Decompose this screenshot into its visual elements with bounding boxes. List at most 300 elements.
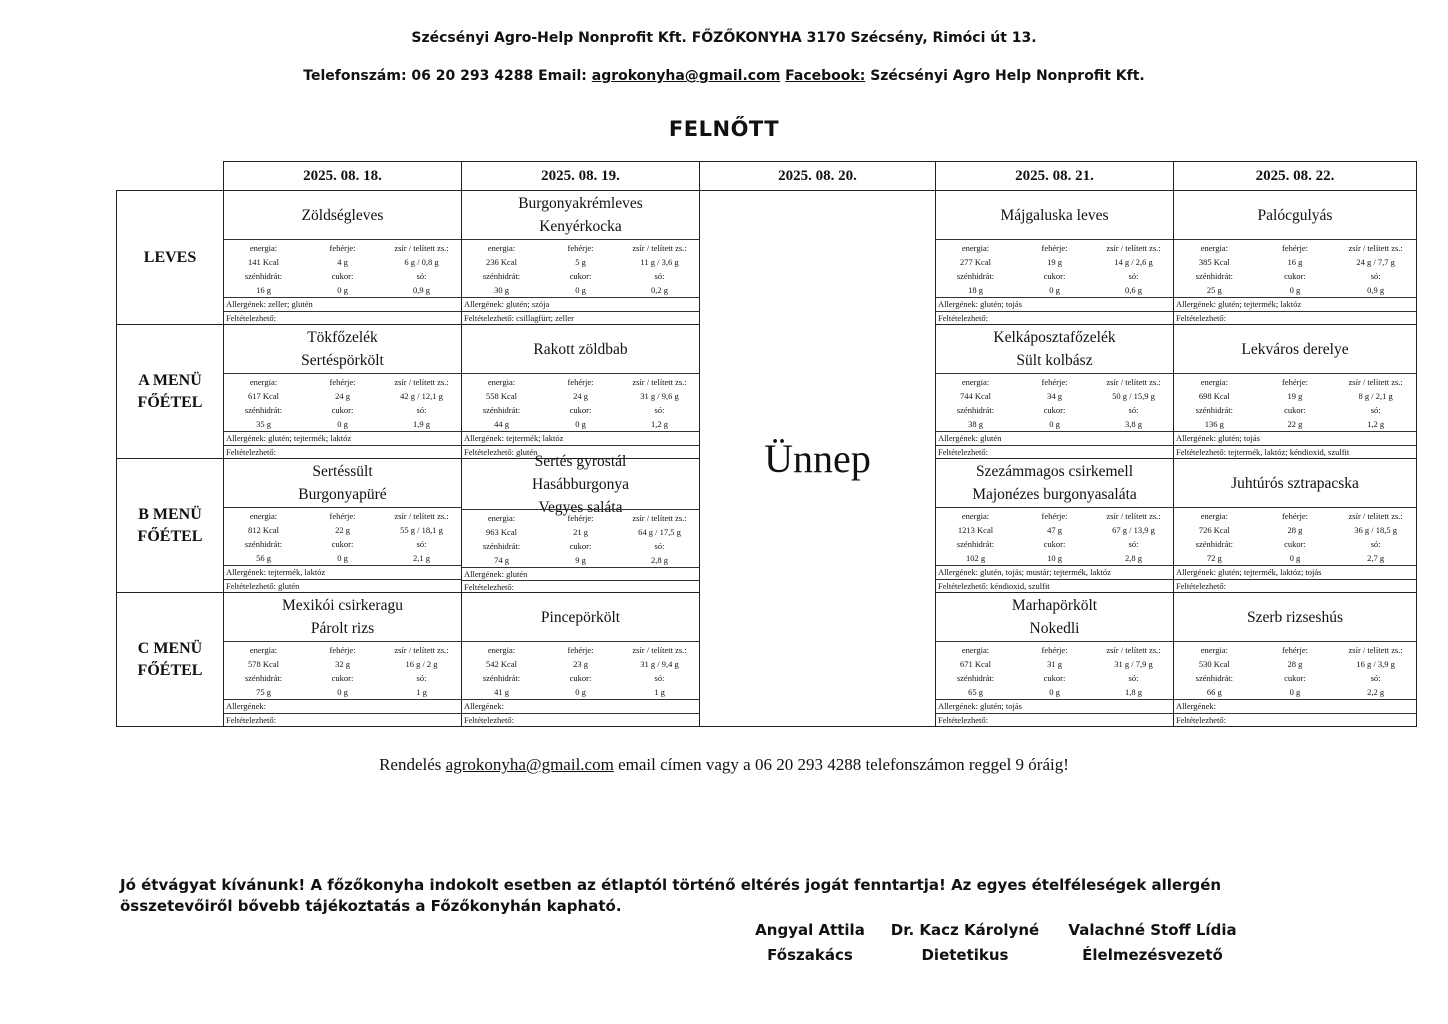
sugar-value: 10 g	[1047, 553, 1062, 564]
nutrition-grid	[1174, 641, 1416, 699]
possible-allergen-label: Feltételezhető:	[938, 312, 989, 323]
carb-label: szénhidrát:	[1195, 539, 1233, 550]
protein-label: fehérje:	[1041, 377, 1068, 388]
nutrition-grid	[936, 373, 1173, 431]
allergen-value: glutén; szója	[506, 299, 550, 310]
protein-value: 19 g	[1047, 257, 1062, 268]
dish-names	[224, 459, 461, 507]
dish-name: Hasábburgonya	[532, 475, 629, 493]
dish-name: Sertéssült	[312, 463, 373, 481]
protein-label: fehérje:	[1041, 243, 1068, 254]
menu-cell	[1174, 593, 1417, 727]
possible-allergen-label: Feltételezhető:	[938, 446, 989, 457]
menu-cell	[462, 325, 700, 459]
possible-allergen-label: Feltételezhető:	[464, 446, 515, 457]
fat-label: zsír / telített zs.:	[394, 511, 449, 522]
nutrition-grid	[462, 509, 699, 567]
dish-names	[1174, 459, 1416, 507]
salt-label: só:	[654, 405, 665, 416]
dish-name: Sült kolbász	[1016, 352, 1093, 370]
possible-allergen-line	[936, 713, 1173, 726]
fat-value: 64 g / 17,5 g	[638, 527, 681, 537]
possible-allergen-value: csillagfürt; zeller	[516, 312, 574, 323]
dish-name: Sertés gyrostál	[534, 452, 627, 470]
salt-value: 2,1 g	[413, 553, 430, 564]
allergen-value: tejtermék; laktóz	[506, 433, 564, 444]
protein-value: 32 g	[335, 659, 350, 670]
signature-role: Élelmezésvezető	[1082, 946, 1223, 964]
fat-label: zsír / telített zs.:	[1348, 511, 1403, 522]
dish-names	[224, 325, 461, 373]
carb-label: szénhidrát:	[956, 271, 995, 282]
allergen-label: Allergének:	[226, 299, 266, 310]
possible-allergen-line	[462, 311, 699, 324]
fat-label: zsír / telített zs.:	[632, 513, 687, 523]
salt-value: 2,7 g	[1367, 553, 1385, 564]
energy-label: energia:	[961, 511, 990, 522]
row-label-text: FŐÉTEL	[137, 393, 203, 411]
protein-label: fehérje:	[567, 243, 594, 254]
protein-value: 28 g	[1287, 525, 1303, 536]
fat-value: 16 g / 2 g	[405, 659, 438, 670]
salt-label: só:	[1128, 673, 1139, 684]
possible-allergen-line	[224, 579, 461, 592]
fat-value: 14 g / 2,6 g	[1114, 257, 1153, 268]
possible-allergen-line	[1174, 445, 1416, 458]
carb-value: 65 g	[968, 687, 983, 698]
energy-value: 744 Kcal	[960, 391, 991, 402]
allergen-line	[224, 297, 461, 310]
dish-names	[224, 593, 461, 641]
sugar-label: cukor:	[331, 405, 354, 416]
fat-value: 16 g / 3,9 g	[1356, 659, 1395, 670]
carb-value: 75 g	[256, 687, 271, 698]
salt-value: 1 g	[416, 687, 427, 698]
protein-value: 47 g	[1047, 525, 1062, 536]
dish-name: Nokedli	[1029, 620, 1080, 638]
nutrition-grid	[224, 239, 461, 297]
sugar-label: cukor:	[1043, 405, 1066, 416]
allergen-label: Allergének:	[938, 567, 978, 578]
sugar-value: 9 g	[575, 555, 586, 565]
salt-label: só:	[416, 405, 427, 416]
energy-value: 277 Kcal	[960, 257, 991, 268]
possible-allergen-line	[224, 445, 461, 458]
fat-value: 6 g / 0,8 g	[404, 257, 439, 268]
energy-label: energia:	[1200, 511, 1228, 522]
dish-name: Rakott zöldbab	[533, 340, 628, 358]
sugar-value: 22 g	[1287, 419, 1303, 430]
carb-value: 66 g	[1206, 687, 1222, 698]
sugar-value: 0 g	[1289, 687, 1301, 698]
energy-value: 530 Kcal	[1198, 659, 1230, 670]
possible-allergen-line	[224, 713, 461, 726]
allergen-label: Allergének:	[464, 299, 504, 310]
dish-names	[936, 459, 1173, 507]
header-email-link[interactable]: agrokonyha@gmail.com	[591, 68, 781, 84]
fat-label: zsír / telített zs.:	[394, 645, 449, 656]
sugar-label: cukor:	[1284, 539, 1306, 550]
closing-note: Jó étvágyat kívánunk! A főzőkonyha indokolt esetben az étlaptól történő eltérés jogát fenntartja! Az egyes ételféleségek allergén összetevőiről bővebb tájékoztatás a Főzőkonyhán kapható.	[120, 876, 1222, 915]
fat-value: 31 g / 9,6 g	[640, 391, 679, 402]
possible-allergen-value: glutén	[516, 446, 538, 457]
order-suffix: email címen vagy a 06 20 293 4288 telefonszámon reggel 9 óráig!	[618, 755, 1069, 774]
row-label-a	[117, 325, 224, 459]
protein-value: 4 g	[337, 257, 348, 268]
sugar-label: cukor:	[1043, 271, 1066, 282]
energy-label: energia:	[1200, 377, 1228, 388]
dish-names	[462, 325, 699, 373]
protein-value: 24 g	[573, 391, 588, 402]
sugar-value: 0 g	[337, 285, 348, 296]
carb-label: szénhidrát:	[244, 405, 283, 416]
order-info	[0, 755, 1448, 775]
carb-value: 16 g	[256, 285, 271, 296]
sugar-label: cukor:	[331, 673, 354, 684]
allergen-line	[224, 565, 461, 578]
dish-names	[1174, 325, 1416, 373]
dish-name: Palócgulyás	[1257, 206, 1333, 224]
fat-label: zsír / telített zs.:	[1106, 243, 1161, 254]
fat-label: zsír / telített zs.:	[632, 243, 687, 254]
allergen-value: zeller; glutén	[268, 299, 313, 310]
menu-cell	[224, 325, 462, 459]
allergen-line	[462, 297, 699, 310]
holiday-label: Ünnep	[764, 436, 871, 481]
order-prefix: Rendelés	[379, 755, 442, 774]
dish-name: Tökfőzelék	[307, 329, 378, 347]
sugar-value: 0 g	[1289, 285, 1301, 296]
dish-names	[224, 191, 461, 239]
salt-label: só:	[1128, 405, 1139, 416]
salt-value: 0,9 g	[1367, 285, 1385, 296]
sugar-value: 0 g	[1049, 687, 1060, 698]
carb-label: szénhidrát:	[482, 673, 521, 684]
possible-allergen-value: kéndioxid, szulfit	[990, 580, 1050, 591]
carb-value: 25 g	[1206, 285, 1222, 296]
possible-allergen-line	[224, 311, 461, 324]
possible-allergen-label: Feltételezhető:	[226, 580, 277, 591]
carb-value: 136 g	[1204, 419, 1224, 430]
menu-cell	[1174, 191, 1417, 325]
possible-allergen-line	[936, 579, 1173, 592]
protein-label: fehérje:	[567, 377, 594, 388]
allergen-value: glutén; tojás	[1218, 433, 1260, 444]
possible-allergen-label: Feltételezhető:	[938, 580, 989, 591]
salt-label: só:	[1370, 405, 1381, 416]
protein-value: 21 g	[573, 527, 588, 537]
carb-label: szénhidrát:	[1195, 271, 1233, 282]
possible-allergen-line	[936, 445, 1173, 458]
salt-value: 2,8 g	[1125, 553, 1142, 564]
nutrition-grid	[1174, 373, 1416, 431]
carb-label: szénhidrát:	[244, 673, 283, 684]
allergen-label: Allergének:	[938, 701, 978, 712]
menu-cell	[462, 593, 700, 727]
nutrition-grid	[462, 239, 699, 297]
possible-allergen-line	[936, 311, 1173, 324]
order-email-link[interactable]: agrokonyha@gmail.com	[445, 755, 614, 774]
energy-value: 671 Kcal	[960, 659, 991, 670]
fat-label: zsír / telített zs.:	[1348, 645, 1403, 656]
salt-label: só:	[416, 539, 427, 550]
fat-label: zsír / telített zs.:	[1106, 377, 1161, 388]
allergen-line	[1174, 431, 1416, 444]
dish-names	[936, 191, 1173, 239]
fat-value: 31 g / 9,4 g	[640, 659, 679, 670]
energy-value: 578 Kcal	[248, 659, 279, 670]
menu-cell	[224, 593, 462, 727]
signature-name: Dr. Kacz Károlyné	[890, 921, 1040, 939]
sugar-label: cukor:	[331, 539, 354, 550]
menu-cell	[936, 191, 1174, 325]
carb-label: szénhidrát:	[482, 271, 521, 282]
energy-label: energia:	[1200, 243, 1228, 254]
fat-label: zsír / telített zs.:	[632, 645, 687, 656]
fat-value: 36 g / 18,5 g	[1354, 525, 1398, 536]
fat-value: 31 g / 7,9 g	[1114, 659, 1153, 670]
sugar-label: cukor:	[1284, 271, 1306, 282]
possible-allergen-label: Feltételezhető:	[464, 312, 515, 323]
possible-allergen-value: tejtermék, laktóz; kéndioxid, szulfit	[1228, 446, 1350, 457]
salt-value: 2,8 g	[651, 555, 668, 565]
menu-cell	[224, 459, 462, 593]
dish-name: Marhapörkölt	[1011, 597, 1098, 615]
protein-label: fehérje:	[567, 513, 594, 523]
allergen-label: Allergének:	[938, 433, 978, 444]
carb-label: szénhidrát:	[1195, 405, 1233, 416]
carb-label: szénhidrát:	[482, 541, 521, 551]
allergen-line	[462, 567, 699, 580]
row-label-text: FŐÉTEL	[137, 527, 203, 545]
dish-name: Majonézes burgonyasaláta	[972, 486, 1137, 504]
nutrition-grid	[462, 373, 699, 431]
possible-allergen-label: Feltételezhető:	[464, 714, 515, 725]
row-label-text: LEVES	[143, 248, 197, 266]
dish-names	[936, 593, 1173, 641]
carb-value: 72 g	[1206, 553, 1222, 564]
fat-value: 42 g / 12,1 g	[400, 391, 443, 402]
dish-names	[1174, 191, 1416, 239]
allergen-value: tejtermék, laktóz	[268, 567, 326, 578]
carb-value: 41 g	[494, 687, 509, 698]
possible-allergen-label: Feltételezhető:	[464, 581, 515, 592]
salt-value: 1,2 g	[651, 419, 668, 430]
allergen-line	[224, 699, 461, 712]
allergen-line	[1174, 565, 1416, 578]
salt-label: só:	[1128, 271, 1139, 282]
facebook-name: Szécsényi Agro Help Nonprofit Kft.	[870, 68, 1145, 84]
dish-name: Zöldségleves	[301, 206, 384, 224]
menu-cell	[1174, 459, 1417, 593]
possible-allergen-label: Feltételezhető:	[226, 446, 277, 457]
dish-name: Szerb rizseshús	[1247, 608, 1343, 626]
salt-value: 3,8 g	[1125, 419, 1142, 430]
facebook-link[interactable]: Facebook:	[785, 68, 866, 84]
carb-value: 30 g	[494, 285, 509, 296]
allergen-label: Allergének:	[226, 433, 266, 444]
carb-value: 56 g	[256, 553, 271, 564]
dish-name: Pincepörkölt	[540, 608, 621, 626]
nutrition-grid	[462, 641, 699, 699]
nutrition-grid	[1174, 507, 1416, 565]
allergen-label: Allergének:	[226, 567, 266, 578]
allergen-line	[462, 431, 699, 444]
row-label-text: C MENÜ	[137, 639, 203, 657]
protein-label: fehérje:	[329, 243, 356, 254]
energy-value: 698 Kcal	[1198, 391, 1230, 402]
signature-name: Angyal Attila	[755, 921, 865, 939]
protein-label: fehérje:	[1282, 377, 1308, 388]
allergen-value: glutén; tejtermék; laktóz	[1218, 299, 1302, 310]
possible-allergen-label: Feltételezhető:	[1176, 312, 1227, 323]
carb-value: 38 g	[968, 419, 983, 430]
dish-name: Vegyes saláta	[538, 498, 623, 516]
sugar-value: 0 g	[1049, 285, 1060, 296]
carb-value: 18 g	[968, 285, 983, 296]
sugar-value: 0 g	[337, 553, 348, 564]
energy-label: energia:	[961, 243, 990, 254]
date-tue: 2025. 08. 19.	[462, 162, 700, 191]
sugar-value: 0 g	[1049, 419, 1060, 430]
allergen-line	[1174, 699, 1416, 712]
carb-value: 74 g	[494, 555, 509, 565]
salt-label: só:	[1370, 271, 1381, 282]
protein-label: fehérje:	[329, 645, 356, 656]
dish-name: Burgonyakrémleves	[518, 195, 643, 213]
dish-names	[936, 325, 1173, 373]
possible-allergen-label: Feltételezhető:	[1176, 446, 1227, 457]
holiday-cell	[700, 191, 936, 727]
dish-names	[462, 191, 699, 239]
allergen-label: Allergének:	[226, 701, 266, 712]
possible-allergen-line	[1174, 311, 1416, 324]
protein-label: fehérje:	[329, 511, 356, 522]
protein-value: 24 g	[335, 391, 350, 402]
fat-value: 24 g / 7,7 g	[1356, 257, 1395, 268]
energy-value: 617 Kcal	[248, 391, 279, 402]
date-thu: 2025. 08. 21.	[936, 162, 1174, 191]
possible-allergen-line	[1174, 713, 1416, 726]
possible-allergen-line	[462, 580, 699, 593]
signature-role: Dietetikus	[921, 946, 1009, 964]
salt-value: 1,2 g	[1367, 419, 1385, 430]
fat-value: 55 g / 18,1 g	[400, 525, 443, 536]
fat-value: 8 g / 2,1 g	[1358, 391, 1393, 402]
energy-label: energia:	[487, 377, 516, 388]
signature-dietitian	[885, 918, 1045, 968]
allergen-line	[462, 699, 699, 712]
allergen-label: Allergének:	[464, 569, 504, 579]
energy-label: energia:	[961, 645, 990, 656]
energy-value: 812 Kcal	[248, 525, 279, 536]
signature-name: Valachné Stoff Lídia	[1068, 921, 1237, 939]
protein-value: 23 g	[573, 659, 588, 670]
weekly-menu-table	[116, 161, 1417, 727]
sugar-label: cukor:	[569, 673, 592, 684]
carb-label: szénhidrát:	[956, 673, 995, 684]
allergen-label: Allergének:	[1176, 433, 1216, 444]
protein-label: fehérje:	[1041, 511, 1068, 522]
possible-allergen-label: Feltételezhető:	[226, 312, 277, 323]
dish-name: Kelkáposztafőzelék	[993, 329, 1116, 347]
date-header-row	[117, 162, 1417, 191]
menu-cell	[224, 191, 462, 325]
salt-value: 0,6 g	[1125, 285, 1142, 296]
salt-value: 1 g	[654, 687, 665, 698]
nutrition-grid	[1174, 239, 1416, 297]
signature-chef	[745, 918, 875, 968]
dish-names	[1174, 593, 1416, 641]
salt-label: só:	[654, 541, 665, 551]
possible-allergen-label: Feltételezhető:	[1176, 580, 1227, 591]
possible-allergen-label: Feltételezhető:	[1176, 714, 1227, 725]
protein-label: fehérje:	[1282, 645, 1308, 656]
fat-label: zsír / telített zs.:	[1106, 511, 1161, 522]
row-label-c	[117, 593, 224, 727]
fat-value: 11 g / 3,6 g	[640, 257, 679, 268]
allergen-line	[1174, 297, 1416, 310]
sugar-value: 0 g	[575, 419, 586, 430]
allergen-value: glutén	[506, 569, 528, 579]
salt-label: só:	[416, 271, 427, 282]
salt-value: 1,8 g	[1125, 687, 1142, 698]
protein-value: 31 g	[1047, 659, 1062, 670]
possible-allergen-label: Feltételezhető:	[938, 714, 989, 725]
dish-name: Májgaluska leves	[1000, 206, 1109, 224]
sugar-value: 0 g	[575, 687, 586, 698]
energy-value: 1213 Kcal	[957, 525, 994, 536]
energy-value: 726 Kcal	[1198, 525, 1230, 536]
energy-label: energia:	[961, 377, 990, 388]
salt-label: só:	[1128, 539, 1139, 550]
allergen-value: glutén; tojás	[980, 299, 1022, 310]
fat-label: zsír / telített zs.:	[394, 243, 449, 254]
nutrition-grid	[936, 507, 1173, 565]
allergen-line	[936, 699, 1173, 712]
dish-name: Kenyérkocka	[539, 218, 622, 236]
sugar-value: 0 g	[337, 419, 348, 430]
menu-row-leves	[117, 191, 1417, 325]
nutrition-grid	[224, 373, 461, 431]
allergen-value: glutén; tojás	[980, 701, 1022, 712]
salt-label: só:	[654, 271, 665, 282]
fat-value: 67 g / 13,9 g	[1112, 525, 1155, 536]
header-contact	[0, 68, 1448, 84]
dish-name: Párolt rizs	[310, 620, 375, 638]
energy-label: energia:	[487, 513, 516, 523]
sugar-value: 0 g	[337, 687, 348, 698]
menu-cell	[936, 593, 1174, 727]
carb-label: szénhidrát:	[1195, 673, 1233, 684]
menu-cell	[462, 452, 700, 593]
protein-label: fehérje:	[1041, 645, 1068, 656]
sugar-label: cukor:	[569, 271, 592, 282]
allergen-label: Allergének:	[938, 299, 978, 310]
sugar-label: cukor:	[1284, 673, 1306, 684]
sugar-label: cukor:	[331, 271, 354, 282]
protein-value: 34 g	[1047, 391, 1062, 402]
possible-allergen-line	[1174, 579, 1416, 592]
signature-role: Főszakács	[767, 946, 853, 964]
energy-value: 236 Kcal	[486, 257, 517, 268]
energy-label: energia:	[487, 645, 516, 656]
allergen-value: glutén, tojás; mustár; tejtermék, laktóz	[980, 567, 1111, 578]
salt-label: só:	[654, 673, 665, 684]
salt-value: 1,9 g	[413, 419, 430, 430]
sugar-label: cukor:	[569, 405, 592, 416]
dish-name: Sertéspörkölt	[301, 352, 384, 370]
